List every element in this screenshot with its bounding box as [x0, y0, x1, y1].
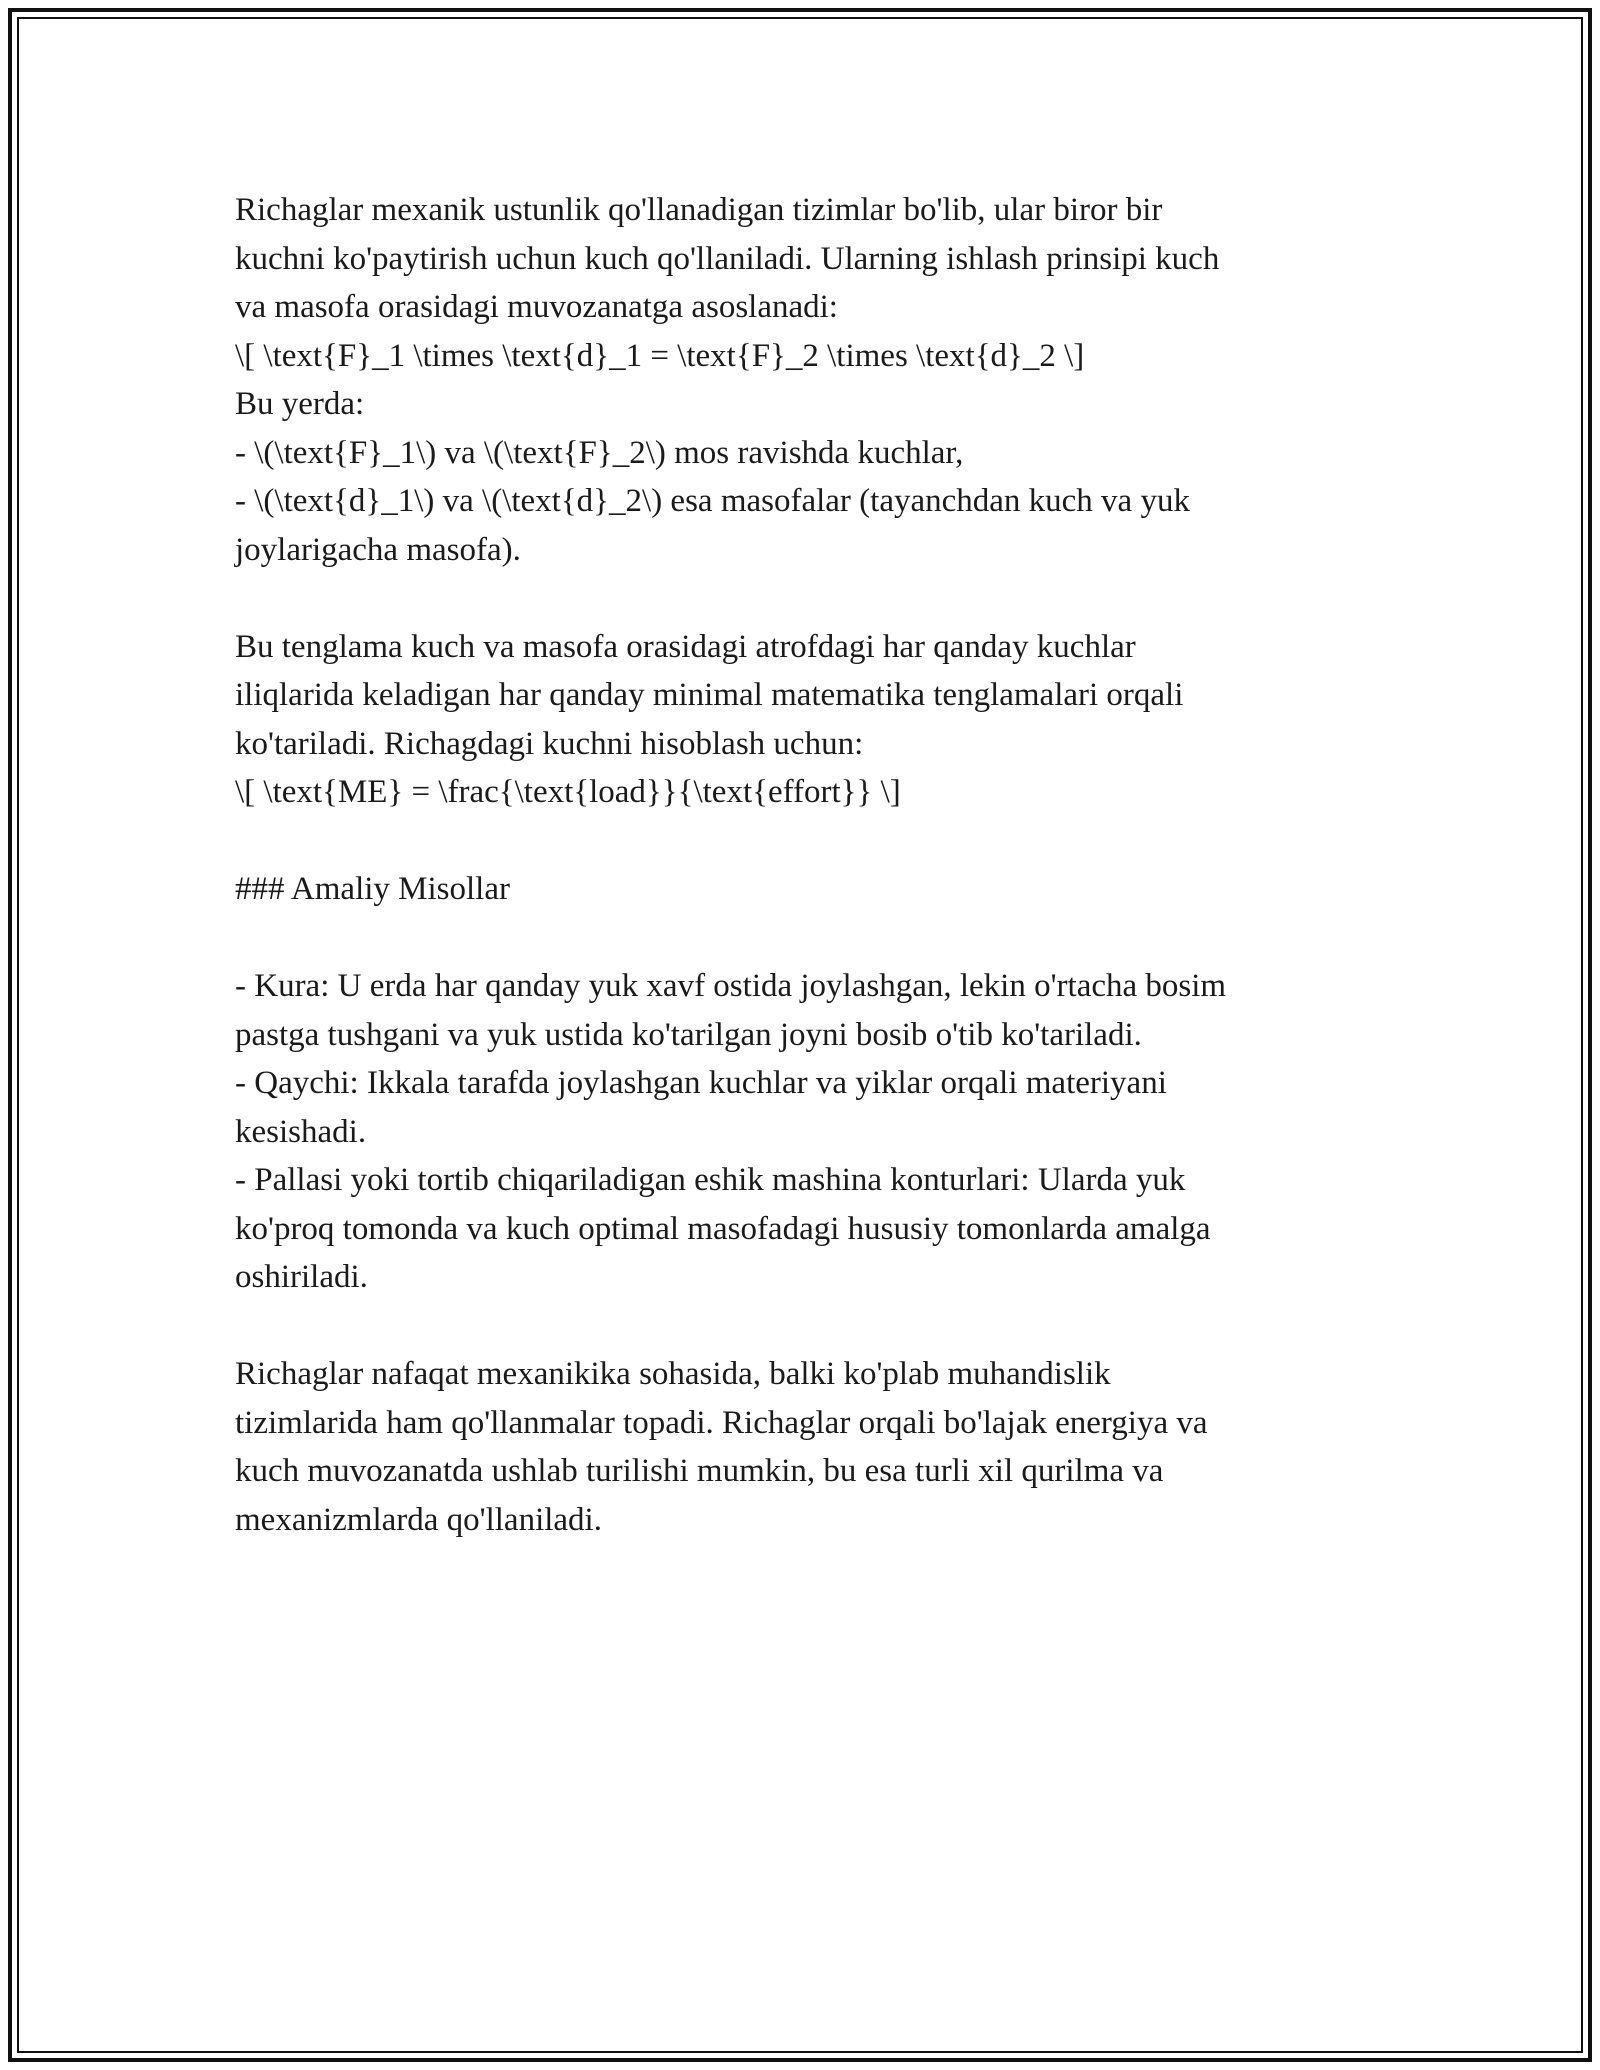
- paragraph-spacer: [235, 914, 1365, 963]
- list-item: - \(\text{d}_1\) va \(\text{d}_2\) esa masofalar (tayanchdan kuch va yuk: [235, 483, 1190, 519]
- text-line: kuchni ko'paytirish uchun kuch qo'llaniladi. Ularning ishlash prinsipi kuch: [235, 240, 1220, 277]
- section-heading: [235, 865, 1365, 914]
- heading-text: ### Amaliy Misollar: [235, 871, 510, 907]
- intro-paragraph: [235, 186, 1365, 574]
- document-body: [235, 186, 1365, 1544]
- conclusion-paragraph: [235, 1350, 1365, 1544]
- text-line: iliqlarida keladigan har qanday minimal matematika tenglamalari orqali: [235, 677, 1184, 713]
- paragraph-spacer: [235, 574, 1365, 623]
- examples-list: [235, 962, 1365, 1302]
- explanation-paragraph: [235, 623, 1365, 817]
- text-line: mexanizmlarda qo'llaniladi.: [235, 1501, 602, 1538]
- list-item: - \(\text{F}_1\) va \(\text{F}_2\) mos ravishda kuchlar,: [235, 434, 964, 471]
- paragraph-spacer: [235, 1302, 1365, 1351]
- text-line: pastga tushgani va yuk ustida ko'tarilgan joyni bosib o'tib ko'tariladi.: [235, 1016, 1142, 1053]
- equation-line: \[ \text{ME} = \frac{\text{load}}{\text{effort}} \]: [235, 774, 901, 810]
- text-line: Bu tenglama kuch va masofa orasidagi atrofdagi har qanday kuchlar: [235, 628, 1136, 665]
- list-item: - Kura: U erda har qanday yuk xavf ostida joylashgan, lekin o'rtacha bosim: [235, 968, 1227, 1004]
- list-item: - Pallasi yoki tortib chiqariladigan eshik mashina konturlari: Ularda yuk: [235, 1162, 1186, 1198]
- text-line: Bu yerda:: [235, 386, 365, 422]
- text-line: tizimlarida ham qo'llanmalar topadi. Richaglar orqali bo'lajak energiya va: [235, 1404, 1208, 1441]
- text-line: Richaglar nafaqat mexanikika sohasida, balki ko'plab muhandislik: [235, 1356, 1111, 1392]
- text-line: va masofa orasidagi muvozanatga asoslanadi:: [235, 289, 838, 325]
- text-line: Richaglar mexanik ustunlik qo'llanadigan tizimlar bo'lib, ular biror bir: [235, 192, 1163, 228]
- text-line: ko'tariladi. Richagdagi kuchni hisoblash uchun:: [235, 725, 864, 762]
- text-line: oshiriladi.: [235, 1259, 368, 1295]
- equation-line: \[ \text{F}_1 \times \text{d}_1 = \text{F}_2 \times \text{d}_2 \]: [235, 337, 1085, 374]
- text-line: joylarigacha masofa).: [235, 531, 521, 568]
- text-line: kesishadi.: [235, 1113, 367, 1150]
- paragraph-spacer: [235, 817, 1365, 866]
- text-line: ko'proq tomonda va kuch optimal masofadagi hususiy tomonlarda amalga: [235, 1210, 1211, 1247]
- list-item: - Qaychi: Ikkala tarafda joylashgan kuchlar va yiklar orqali materiyani: [235, 1065, 1167, 1101]
- text-line: kuch muvozanatda ushlab turilishi mumkin, bu esa turli xil qurilma va: [235, 1453, 1164, 1489]
